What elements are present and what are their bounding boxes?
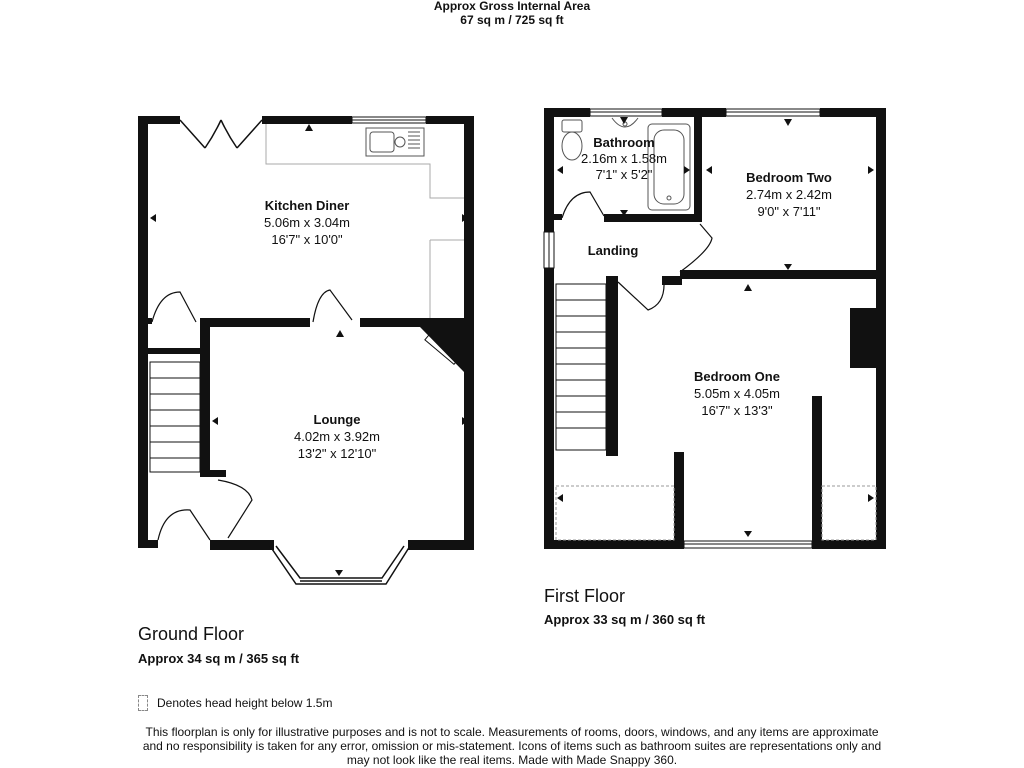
low-height-legend-text: Denotes head height below 1.5m [157,696,333,710]
bathroom-imperial: 7'1" x 5'2" [595,167,653,182]
lounge-imperial: 13'2" x 12'10" [297,446,377,461]
wall [408,540,474,550]
bay-window [270,546,410,584]
wall [544,108,554,548]
lounge-label: Lounge [313,412,361,427]
wall [680,270,876,279]
disclaimer-line-2: and no responsibility is taken for any error, omission or mis-statement. Icons of items such as bathroom suites are representations only and [142,739,882,753]
wall [694,117,702,222]
wall [604,214,702,222]
bedroom-one-label: Bedroom One [694,369,780,384]
french-door-left [180,120,221,148]
disclaimer-line-1: This floorplan is only for illustrative purposes and is not to scale. Measurements of rooms, doors, windows, and any items are approximate [145,725,879,739]
bathroom-metric: 2.16m x 1.58m [581,151,667,166]
area-title: Approx Gross Internal Area [433,0,591,13]
bedroom-two-metric: 2.74m x 2.42m [746,187,832,202]
bedroom-two-label: Bedroom Two [746,170,832,185]
low-height-legend-swatch [138,695,148,711]
kitchen-metric: 5.06m x 3.04m [264,215,350,230]
ground-floor-plan [138,116,474,584]
first-floor-title: First Floor [544,586,625,606]
first-floor-area: Approx 33 sq m / 360 sq ft [544,612,706,627]
bedroom-two-imperial: 9'0" x 7'11" [757,204,821,219]
wall [464,116,474,548]
ground-floor-area: Approx 34 sq m / 365 sq ft [138,651,300,666]
bathroom-door [562,192,604,218]
wall [200,322,210,474]
wall [262,116,352,124]
ground-stairs [150,362,200,472]
first-stairs [556,284,606,450]
lounge-metric: 4.02m x 3.92m [294,429,380,444]
kitchen-door [152,292,196,322]
bedroom-one-metric: 5.05m x 4.05m [694,386,780,401]
low-height-areas [556,486,876,540]
bedroom-one-imperial: 16'7" x 13'3" [701,403,773,418]
bathroom-label: Bathroom [593,135,655,150]
chimney-breast [850,308,876,368]
wall [138,116,148,548]
kitchen-sink [366,128,424,156]
disclaimer-line-3: may not look like the real items. Made with Made Snappy 360. [346,753,678,767]
french-door-right [221,120,262,148]
area-total: 67 sq m / 725 sq ft [460,13,564,27]
landing-label: Landing [587,243,639,258]
wall [876,108,886,548]
front-door [158,510,210,540]
bedroom-two-door [680,224,712,272]
wall [360,318,464,327]
chimney-breast [420,327,464,372]
wall [210,540,274,550]
wall [606,280,618,456]
lounge-door [313,290,352,322]
bedroom-one-door [618,282,664,310]
wall [200,318,310,327]
ground-floor-title: Ground Floor [138,624,245,644]
kitchen-imperial: 16'7" x 10'0" [271,232,343,247]
kitchen-label: Kitchen Diner [264,198,350,213]
hall-door [218,480,252,538]
